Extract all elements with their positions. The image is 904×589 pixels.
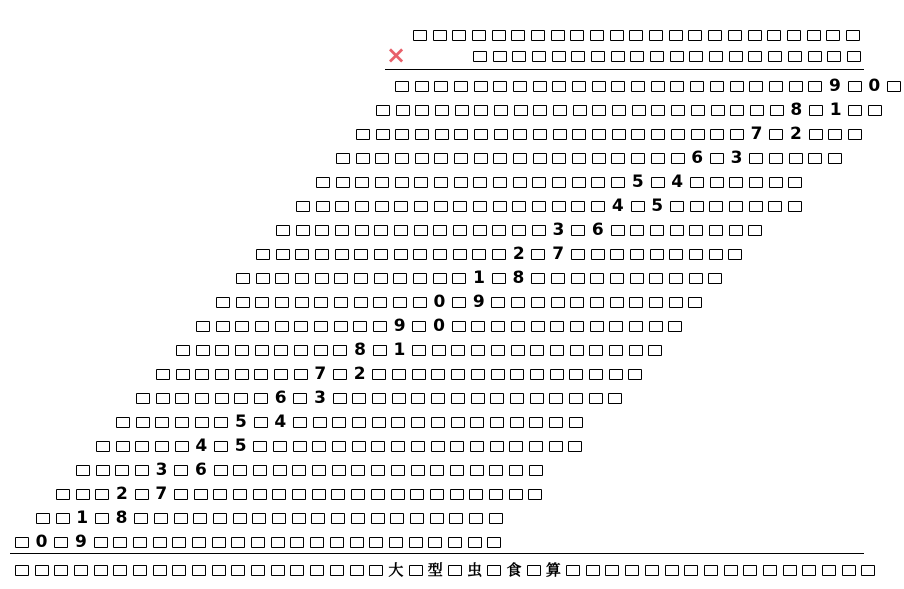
row-4: 6 3 [333, 150, 845, 168]
row-9: 1 8 [233, 270, 725, 288]
row-1: 9 0 [392, 78, 904, 96]
row-7: 3 6 [273, 222, 765, 240]
row-13: 7 2 [153, 366, 645, 384]
row-6: 4 5 [293, 198, 805, 216]
row-2: 8 1 [373, 102, 885, 120]
row-18: 2 7 [53, 486, 545, 504]
row-10: 0 9 [213, 294, 705, 312]
header-row-1 [410, 27, 863, 45]
top-rule [385, 69, 864, 70]
row-3: 7 2 [353, 126, 865, 144]
row-20: 0 9 [12, 534, 504, 552]
row-12: 8 1 [173, 342, 665, 360]
bottom-rule [10, 553, 864, 554]
row-19: 1 8 [33, 510, 506, 528]
row-16: 4 5 [93, 438, 585, 456]
row-5: 5 4 [313, 174, 805, 192]
row-14: 6 3 [133, 390, 625, 408]
row-15: 5 4 [113, 414, 586, 432]
wrong-mark-icon: × [385, 41, 407, 69]
row-17: 3 6 [73, 462, 546, 480]
footer-row: 大 型 虫 食 算 [12, 562, 878, 580]
row-8: 2 7 [253, 246, 745, 264]
header-row-2 [470, 48, 864, 66]
row-11: 9 0 [193, 318, 685, 336]
